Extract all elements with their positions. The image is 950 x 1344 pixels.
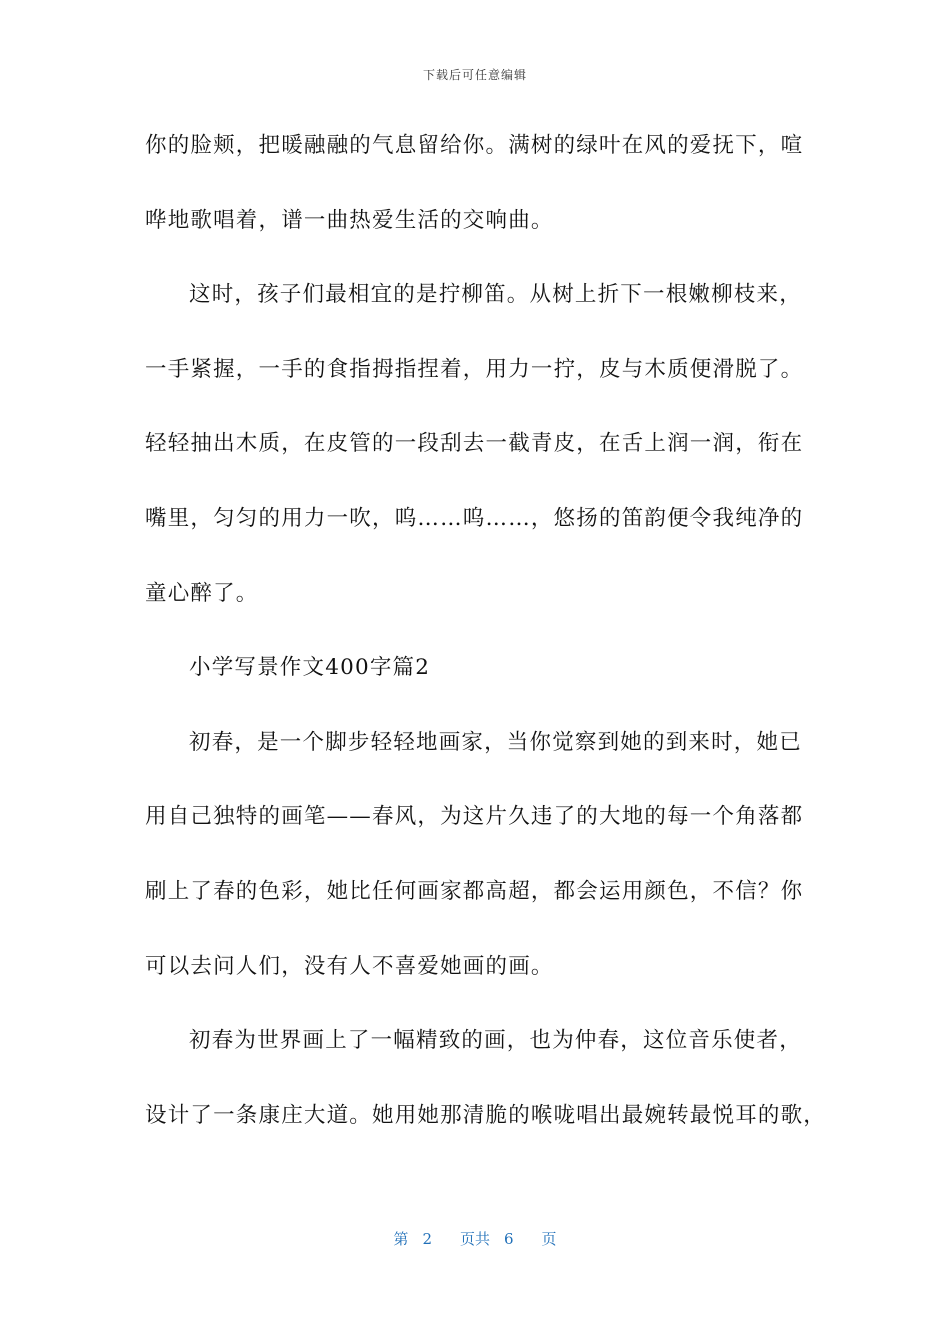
section-heading: 小学写景作文400字篇2 bbox=[189, 655, 431, 681]
text-line: 设计了一条康庄大道。她用她那清脆的喉咙唱出最婉转最悦耳的歌， bbox=[145, 1102, 827, 1128]
text-line: 一手紧握，一手的食指拇指捏着，用力一拧，皮与木质便滑脱了。 bbox=[145, 356, 804, 382]
document-body bbox=[145, 126, 827, 1170]
text-line: 初春，是一个脚步轻轻地画家，当你觉察到她的到来时，她已 bbox=[189, 729, 802, 755]
text-line: 你的脸颊，把暖融融的气息留给你。满树的绿叶在风的爱抚下，喧 bbox=[145, 133, 804, 158]
total-page-count: 6 bbox=[504, 1230, 514, 1248]
text-line: 初春为世界画上了一幅精致的画，也为仲春，这位音乐使者， bbox=[189, 1028, 802, 1054]
text-line: 这时，孩子们最相宜的是拧柳笛。从树上折下一根嫩柳枝来， bbox=[189, 282, 802, 308]
page-footer bbox=[0, 1228, 950, 1249]
text-line: 童心醉了。 bbox=[145, 580, 259, 606]
header-text: 下载后可任意编辑 bbox=[422, 68, 527, 82]
text-line: 轻轻抽出木质，在皮管的一段刮去一截青皮，在舌上润一润，衔在 bbox=[145, 431, 804, 457]
text-line: 可以去问人们，没有人不喜爱她画的画。 bbox=[145, 953, 554, 979]
text-line: 用自己独特的画笔——春风，为这片久违了的大地的每一个角落都 bbox=[145, 804, 804, 830]
footer-suffix: 页 bbox=[541, 1230, 557, 1248]
text-line: 嘴里，匀匀的用力一吹，呜……呜……，悠扬的笛韵便令我纯净的 bbox=[145, 505, 804, 531]
text-line: 刷上了春的色彩，她比任何画家都高超，都会运用颜色，不信？你 bbox=[145, 878, 804, 904]
current-page-number: 2 bbox=[422, 1230, 432, 1248]
text-line: 哗地歌唱着，谱一曲热爱生活的交响曲。 bbox=[145, 207, 554, 233]
page-header bbox=[0, 66, 950, 83]
footer-prefix: 第 bbox=[393, 1230, 409, 1248]
footer-middle: 页共 bbox=[459, 1230, 490, 1248]
